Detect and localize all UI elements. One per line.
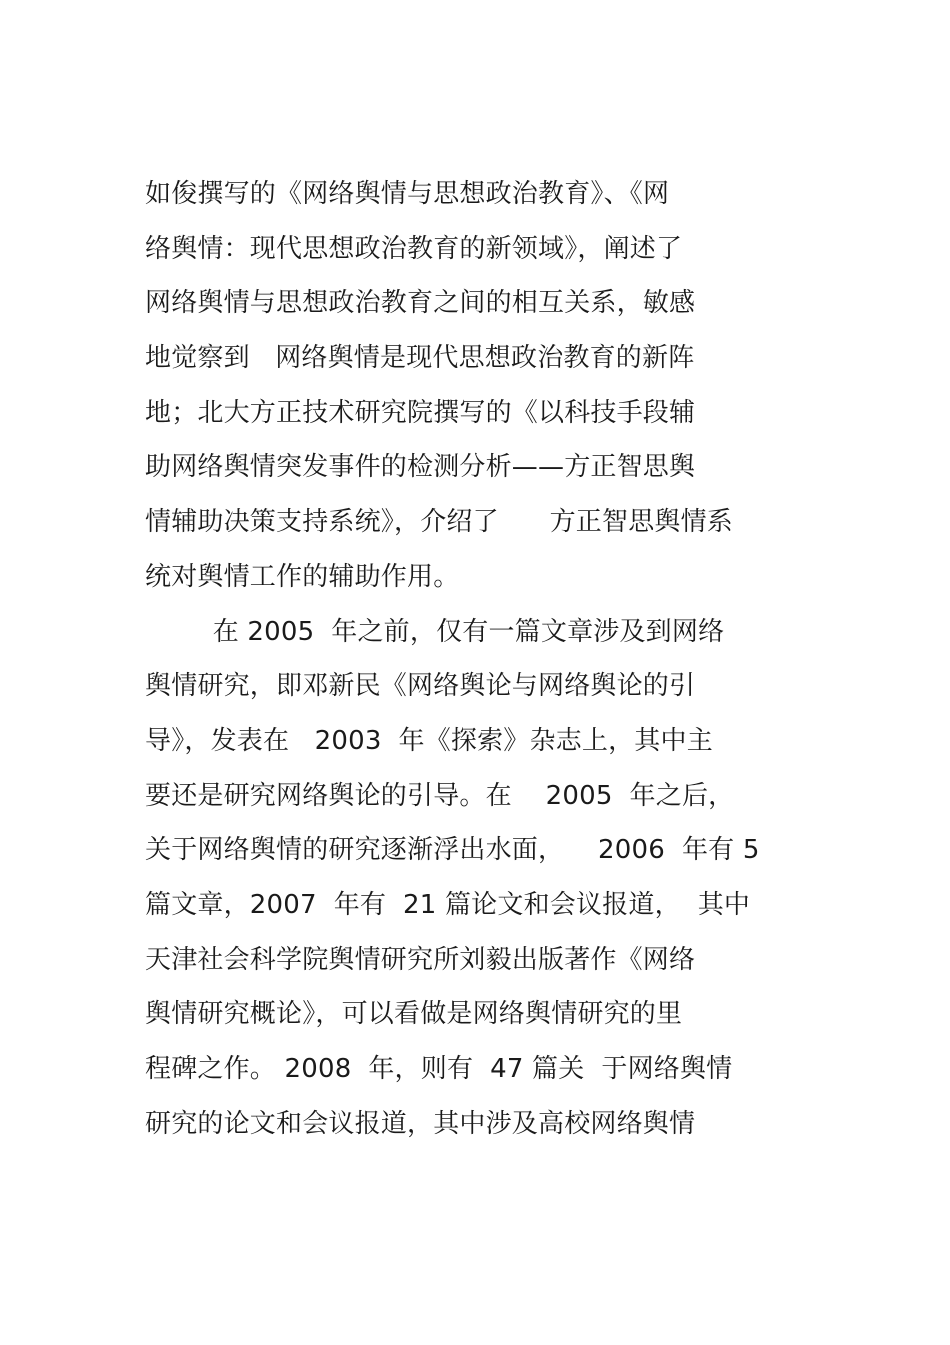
text-line: 篇文章，2007 年有 21 篇论文和会议报道， 其中 <box>145 889 751 920</box>
text-line: 程碑之作。 2008 年，则有 47 篇关 于网络舆情 <box>145 1054 733 1084</box>
text-line: 舆情研究概论》，可以看做是网络舆情研究的里 <box>145 999 683 1030</box>
text-line: 地觉察到 网络舆情是现代思想政治教育的新阵 <box>145 343 695 374</box>
text-line: 地；北大方正技术研究院撰写的《以科技手段辅 <box>145 397 696 428</box>
text-line: 要还是研究网络舆论的引导。在 2005 年之后， <box>145 780 735 811</box>
text-line: 舆情研究，即邓新民《网络舆论与网络舆论的引 <box>145 671 696 702</box>
body-text <box>145 167 845 1151</box>
text-line: 络舆情：现代思想政治教育的新领域》，阐述了 <box>145 233 683 264</box>
text-line: 导》，发表在 2003 年《探索》杂志上，其中主 <box>145 725 713 756</box>
text-line: 情辅助决策支持系统》，介绍了 方正智思舆情系 <box>145 507 733 538</box>
text-line: 网络舆情与思想政治教育之间的相互关系，敏感 <box>145 288 696 319</box>
text-line: 如俊撰写的《网络舆情与思想政治教育》、《网 <box>145 179 670 209</box>
text-line: 关于网络舆情的研究逐渐浮出水面， 2006 年有 5 <box>145 835 760 866</box>
text-line: 研究的论文和会议报道，其中涉及高校网络舆情 <box>145 1108 696 1139</box>
text-line: 统对舆情工作的辅助作用。 <box>145 561 460 592</box>
text-line: 助网络舆情突发事件的检测分析——方正智思舆 <box>145 452 696 483</box>
text-line: 天津社会科学院舆情研究所刘毅出版著作《网络 <box>145 944 696 975</box>
paragraph-start-line: 在 2005 年之前，仅有一篇文章涉及到网络 <box>145 616 725 647</box>
